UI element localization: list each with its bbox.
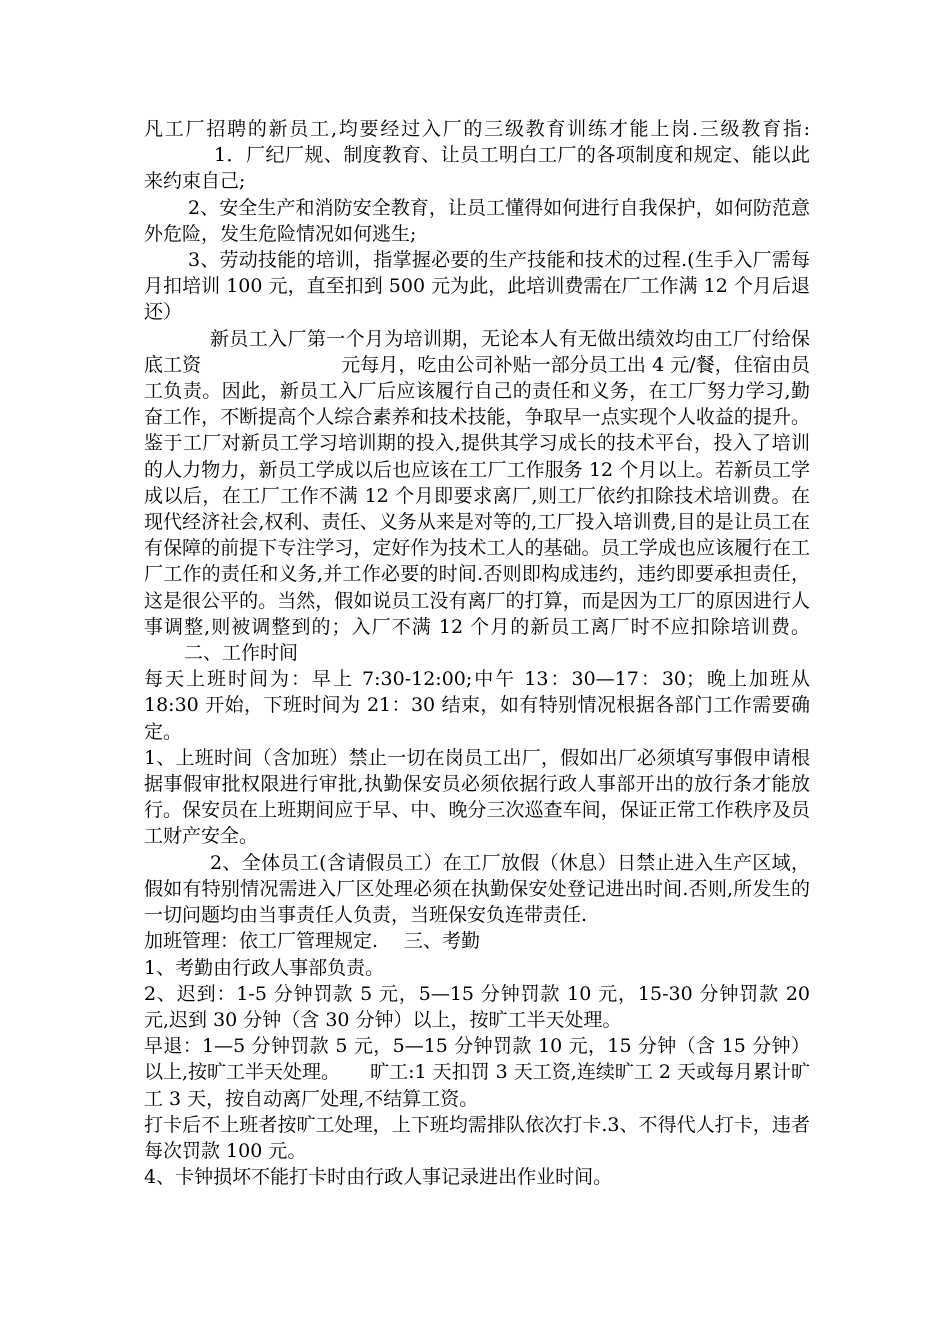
text-clock-in: 打卡后不上班者按旷工处理，上下班均需排队依次打卡.3、不得代人打卡，违者每次罚款 100 元。 — [144, 1113, 810, 1162]
text-training-a: 新员工入厂第一个月为培训期，无论本人有无做出绩效均由工厂付给保底工资 — [144, 327, 810, 376]
paragraph-clock-broken — [144, 1164, 810, 1190]
text-item-1: 1．厂纪厂规、制度教育、让员工明白工厂的各项制度和规定、能以此来约束自己; — [144, 144, 810, 193]
text-training-b: 元每月，吃由公司补贴一部分员工出 4 元/餐，住宿由员工负责。因此，新员工入厂后应该履行自己的责任和义务，在工厂努力学习,勤奋工作，不断提高个人综合素养和技术技能，争取早一点实现个人收益的提升。鉴于工厂对新员工学习培训期的投入,提供其学习成长的技术平台，投入了培训的人力物力，新员工学成以后也应该在工厂工作服务 12 个月以上。若新员工学成以后，在工厂工作不满 12 个月即要求离厂,则工厂依约扣除技术培训费。在现代经济社会,权利、责任、义务从来是对等的,工厂投入培训费,目的是让员工在有保障的前提下专注学习，定好作为技术工人的基础。员工学成也应该履行在工厂工作的责任和义务,并工作必要的时间.否则即构成违约，违约即要承担责任，这是很公平的。当然，假如说员工没有离厂的打算，而是因为工厂的原因进行人事调整,则被调整到的；入厂不满 12 个月的新员工离厂时不应扣除培训费。 — [144, 353, 810, 638]
paragraph-clock-in — [144, 1112, 810, 1164]
paragraph-rule-1 — [144, 745, 810, 850]
section-heading-work-time: 二、工作时间 — [184, 642, 299, 665]
section-heading-attendance: 三、考勤 — [404, 930, 481, 953]
paragraph-rule-2 — [144, 850, 810, 929]
paragraph-item-2 — [144, 195, 810, 247]
text-attendance-1: 1、考勤由行政人事部负责。 — [144, 956, 385, 979]
paragraph-work-hours — [144, 666, 810, 745]
document-body — [144, 116, 810, 1190]
text-rule-2: 2、全体员工(含请假员工）在工厂放假（休息）日禁止进入生产区域，假如有特别情况需进入厂区处理必须在执勤保安处登记进出时间.否则,所发生的一切问题均由当事责任人负责，当班保安负连带责任. — [144, 851, 810, 927]
text-item-3: 3、劳动技能的培训，指掌握必要的生产技能和技术的过程.(生手入厂需每月扣培训 100 元，直至扣到 500 元为此，此培训费需在厂工作满 12 个月后退还） — [144, 249, 810, 324]
paragraph-late — [144, 981, 810, 1033]
text-intro: 凡工厂招聘的新员工,均要经过入厂的三级教育训练才能上岗.三级教育指: — [144, 118, 810, 140]
paragraph-attendance-1 — [144, 955, 810, 981]
text-rule-1: 1、上班时间（含加班）禁止一切在岗员工出厂，假如出厂必须填写事假申请根据事假审批权限进行审批,执勤保安员必须依据行政人事部开出的放行条才能放行。保安员在上班期间应于早、中、晚分三次巡查车间，保证正常工作秩序及员工财产安全。 — [144, 746, 810, 848]
text-overtime: 加班管理：依工厂管理规定. — [144, 930, 379, 953]
paragraph-training-period — [144, 326, 810, 667]
text-work-hours: 每天上班时间为：早上 7:30-12:00;中午 13：30—17：30；晚上加班从 18:30 开始，下班时间为 21：30 结束，如有特别情况根据各部门工作需要确定。 — [144, 668, 810, 743]
text-early-leave: 早退：1—5 分钟罚款 5 元，5—15 分钟罚款 10 元，15 分钟（含 15 分钟）以上,按旷工半天处理。 — [144, 1035, 810, 1084]
paragraph-intro — [144, 116, 810, 195]
text-absence: 旷工:1 天扣罚 3 天工资,连续旷工 2 天或每月累计旷工 3 天，按自动离厂处理,不结算工资。 — [144, 1061, 811, 1110]
paragraph-overtime — [144, 928, 810, 954]
text-item-2: 2、安全生产和消防安全教育，让员工懂得如何进行自我保护，如何防范意外危险，发生危险情况如何逃生; — [144, 196, 810, 245]
paragraph-item-3 — [144, 247, 810, 326]
paragraph-early-leave — [144, 1033, 810, 1112]
text-clock-broken: 4、卡钟损坏不能打卡时由行政人事记录进出作业时间。 — [144, 1166, 613, 1189]
text-late: 2、迟到：1-5 分钟罚款 5 元，5—15 分钟罚款 10 元，15-30 分钟罚款 20 元,迟到 30 分钟（含 30 分钟）以上，按旷工半天处理。 — [144, 982, 810, 1031]
